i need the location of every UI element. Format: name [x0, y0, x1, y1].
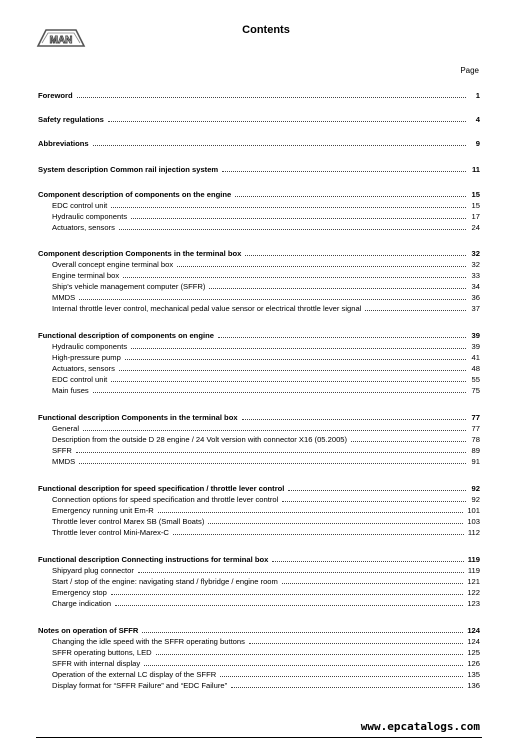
toc-entry-page-number: 135	[467, 670, 480, 679]
toc-section-entry[interactable]	[38, 164, 480, 175]
toc-entry-page-number: 41	[471, 353, 480, 362]
toc-entry-label: MMDS	[52, 457, 76, 466]
toc-entry-page-number: 89	[471, 446, 480, 455]
toc-entry-page-number: 39	[471, 331, 480, 340]
toc-entry-page-number: 119	[467, 555, 480, 564]
toc-entry-page-number: 112	[467, 528, 480, 537]
dot-leader	[209, 288, 466, 289]
toc-entry-label: SFFR	[52, 446, 72, 455]
toc-entry-label: Component description Components in the terminal box	[38, 249, 242, 258]
dot-leader	[282, 501, 466, 502]
toc-subentry[interactable]	[38, 434, 480, 445]
dot-leader	[93, 145, 466, 146]
toc-entry-label: Emergency stop	[52, 588, 107, 597]
toc-section-entry[interactable]	[38, 483, 480, 494]
dot-leader	[208, 523, 463, 524]
toc-subentry[interactable]	[38, 281, 480, 292]
toc-subentry[interactable]	[38, 270, 480, 281]
toc-entry-label: System description Common rail injection system	[38, 165, 219, 174]
toc-entry-label: Component description of components on the engine	[38, 190, 232, 199]
dot-leader	[272, 561, 463, 562]
dot-leader	[125, 359, 466, 360]
dot-leader	[249, 643, 463, 644]
toc-entry-label: Functional description Components in the terminal box	[38, 413, 238, 422]
dot-leader	[245, 255, 466, 256]
dot-leader	[79, 299, 466, 300]
toc-entry-page-number: 78	[471, 435, 480, 444]
footer-divider	[36, 737, 482, 738]
dot-leader	[131, 218, 466, 219]
toc-entry-page-number: 39	[471, 342, 480, 351]
dot-leader	[156, 654, 464, 655]
toc-entry-page-number: 124	[467, 626, 480, 635]
toc-entry-label: Throttle lever control Mini-Marex-C	[52, 528, 169, 537]
toc-entry-label: Display format for “SFFR Failure” and “EDC Failure”	[52, 681, 228, 690]
toc-entry-label: SFFR with internal display	[52, 659, 141, 668]
toc-entry-label: Start / stop of the engine: navigating stand / flybridge / engine room	[52, 577, 278, 586]
dot-leader	[111, 381, 466, 382]
toc-entry-page-number: 34	[471, 282, 480, 291]
dot-leader	[242, 419, 466, 420]
dot-leader	[131, 348, 466, 349]
toc-entry-label: Description from the outside D 28 engine / 24 Volt version with connector X16 (05.2005)	[52, 435, 348, 444]
toc-entry-page-number: 75	[471, 386, 480, 395]
toc-section-entry[interactable]	[38, 554, 480, 565]
dot-leader	[77, 97, 466, 98]
toc-entry-page-number: 15	[471, 190, 480, 199]
toc-entry-label: Hydraulic components	[52, 342, 128, 351]
toc-subentry[interactable]	[38, 598, 480, 609]
toc-entry-label: Foreword	[38, 91, 73, 100]
toc-entry-label: High-pressure pump	[52, 353, 121, 362]
toc-entry-page-number: 91	[471, 457, 480, 466]
dot-leader	[235, 196, 466, 197]
toc-subentry[interactable]	[38, 647, 480, 658]
dot-leader	[173, 534, 464, 535]
toc-entry-page-number: 123	[467, 599, 480, 608]
toc-entry-page-number: 32	[471, 260, 480, 269]
toc-subentry[interactable]	[38, 352, 480, 363]
toc-subentry[interactable]	[38, 374, 480, 385]
toc-entry-label: Changing the idle speed with the SFFR operating buttons	[52, 637, 245, 646]
toc-entry-page-number: 92	[471, 484, 480, 493]
toc-entry-label: Functional description for speed specification / throttle lever control	[38, 484, 285, 493]
toc-entry-label: Throttle lever control Marex SB (Small Boats)	[52, 517, 205, 526]
toc-section-entry[interactable]	[38, 248, 480, 259]
toc-subentry[interactable]	[38, 222, 480, 233]
toc-entry-page-number: 121	[467, 577, 480, 586]
toc-entry-page-number: 15	[471, 201, 480, 210]
logo-text: MAN	[49, 35, 73, 46]
toc-subentry[interactable]	[38, 292, 480, 303]
toc-entry-label: Connection options for speed specification and throttle lever control	[52, 495, 279, 504]
toc-section-entry[interactable]	[38, 189, 480, 200]
toc-entry-page-number: 9	[475, 139, 480, 148]
toc-entry-page-number: 24	[471, 223, 480, 232]
toc-entry-label: Hydraulic components	[52, 212, 128, 221]
dot-leader	[220, 676, 463, 677]
toc-subentry[interactable]	[38, 494, 480, 505]
dot-leader	[111, 207, 466, 208]
dot-leader	[282, 583, 463, 584]
toc-subentry[interactable]	[38, 636, 480, 647]
toc-entry-page-number: 122	[467, 588, 480, 597]
toc-subentry[interactable]	[38, 200, 480, 211]
toc-entry-page-number: 33	[471, 271, 480, 280]
toc-subentry[interactable]	[38, 658, 480, 669]
toc-subentry[interactable]	[38, 363, 480, 374]
dot-leader	[79, 463, 466, 464]
toc-section-entry[interactable]	[38, 412, 480, 423]
toc-entry-page-number: 101	[467, 506, 480, 515]
page-column-label: Page	[460, 66, 479, 75]
dot-leader	[76, 452, 466, 453]
toc-entry-label: Functional description Connecting instructions for terminal box	[38, 555, 269, 564]
toc-entry-page-number: 1	[475, 91, 480, 100]
dot-leader	[365, 310, 466, 311]
dot-leader	[218, 337, 466, 338]
toc-subentry[interactable]	[38, 669, 480, 680]
dot-leader	[119, 370, 466, 371]
dot-leader	[93, 392, 466, 393]
dot-leader	[231, 687, 463, 688]
toc-subentry[interactable]	[38, 527, 480, 538]
toc-entry-label: Safety regulations	[38, 115, 104, 124]
toc-entry-label: Main fuses	[52, 386, 89, 395]
toc-entry-label: Charge indication	[52, 599, 112, 608]
toc-entry-page-number: 92	[471, 495, 480, 504]
toc-section-entry[interactable]	[38, 138, 480, 149]
toc-entry-page-number: 125	[467, 648, 480, 657]
toc-subentry[interactable]	[38, 456, 480, 467]
toc-entry-label: Engine terminal box	[52, 271, 120, 280]
toc-subentry[interactable]	[38, 259, 480, 270]
toc-entry-page-number: 126	[467, 659, 480, 668]
toc-entry-page-number: 4	[475, 115, 480, 124]
toc-subentry[interactable]	[38, 341, 480, 352]
dot-leader	[138, 572, 464, 573]
toc-entry-label: Operation of the external LC display of the SFFR	[52, 670, 217, 679]
toc-section-entry[interactable]	[38, 625, 480, 636]
toc-entry-label: Ship's vehicle management computer (SFFR)	[52, 282, 206, 291]
toc-entry-label: Emergency running unit Em-R	[52, 506, 154, 515]
toc-entry-page-number: 17	[471, 212, 480, 221]
dot-leader	[144, 665, 463, 666]
toc-subentry[interactable]	[38, 211, 480, 222]
toc-entry-label: SFFR operating buttons, LED	[52, 648, 152, 657]
toc-entry-label: EDC control unit	[52, 201, 108, 210]
toc-entry-label: Shipyard plug connector	[52, 566, 134, 575]
toc-subentry[interactable]	[38, 680, 480, 691]
page-title: Contents	[242, 24, 290, 36]
toc-entry-page-number: 48	[471, 364, 480, 373]
toc-subentry[interactable]	[38, 576, 480, 587]
toc-subentry[interactable]	[38, 565, 480, 576]
toc-entry-label: Actuators, sensors	[52, 223, 115, 232]
toc-subentry[interactable]	[38, 423, 480, 434]
dot-leader	[177, 266, 466, 267]
dot-leader	[83, 430, 466, 431]
toc-subentry[interactable]	[38, 445, 480, 456]
dot-leader	[108, 121, 466, 122]
toc-section-entry[interactable]	[38, 330, 480, 341]
dot-leader	[115, 605, 463, 606]
toc-entry-page-number: 77	[471, 424, 480, 433]
toc-subentry[interactable]	[38, 505, 480, 516]
toc-entry-page-number: 119	[467, 566, 480, 575]
toc-entry-page-number: 136	[467, 681, 480, 690]
toc-entry-page-number: 32	[471, 249, 480, 258]
toc-entry-label: MMDS	[52, 293, 76, 302]
dot-leader	[351, 441, 466, 442]
toc-subentry[interactable]	[38, 303, 480, 314]
toc-entry-page-number: 124	[467, 637, 480, 646]
toc-entry-label: Functional description of components on engine	[38, 331, 214, 340]
toc-section-entry[interactable]	[38, 114, 480, 125]
toc-entry-label: Notes on operation of SFFR	[38, 626, 139, 635]
toc-entry-page-number: 11	[471, 165, 480, 174]
dot-leader	[142, 632, 463, 633]
toc-entry-label: Actuators, sensors	[52, 364, 115, 373]
toc-subentry[interactable]	[38, 385, 480, 396]
toc-entry-label: Internal throttle lever control, mechanical pedal value sensor or electrical throttle lever signal	[52, 304, 362, 313]
toc-entry-label: General	[52, 424, 80, 433]
toc-entry-label: Overall concept engine terminal box	[52, 260, 174, 269]
toc-entry-page-number: 37	[471, 304, 480, 313]
toc-entry-label: EDC control unit	[52, 375, 108, 384]
toc-section-entry[interactable]	[38, 90, 480, 101]
dot-leader	[222, 171, 466, 172]
toc-entry-page-number: 55	[471, 375, 480, 384]
toc-entry-page-number: 36	[471, 293, 480, 302]
dot-leader	[119, 229, 466, 230]
website-url[interactable]: www.epcatalogs.com	[360, 720, 480, 733]
toc-entry-label: Abbreviations	[38, 139, 89, 148]
toc-entry-page-number: 77	[471, 413, 480, 422]
toc-subentry[interactable]	[38, 587, 480, 598]
toc-subentry[interactable]	[38, 516, 480, 527]
dot-leader	[123, 277, 466, 278]
dot-leader	[288, 490, 466, 491]
toc-entry-page-number: 103	[467, 517, 480, 526]
dot-leader	[111, 594, 463, 595]
dot-leader	[158, 512, 464, 513]
